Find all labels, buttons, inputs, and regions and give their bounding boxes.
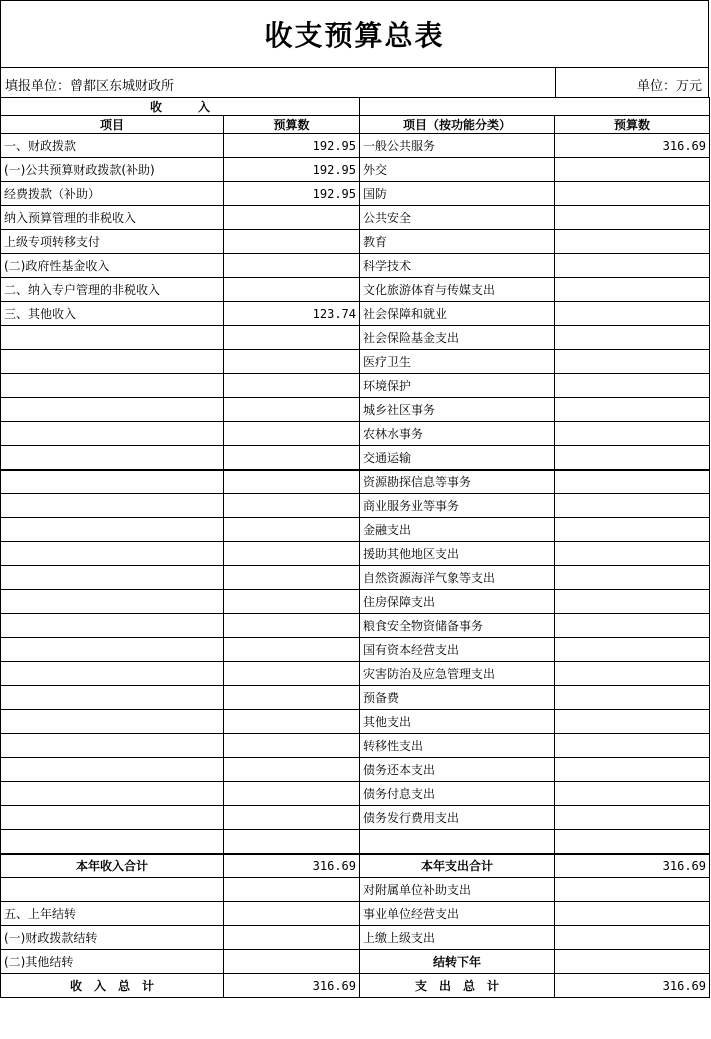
expense-item-cell: 结转下年 [360,950,555,974]
expense-item-cell: 债务还本支出 [360,758,555,782]
expense-item-cell: 环境保护 [360,374,555,398]
table-row [1,830,710,854]
expense-item-cell: 社会保障和就业 [360,302,555,326]
table-row [1,182,710,206]
expense-item-cell: 援助其他地区支出 [360,542,555,566]
expense-budget-cell [555,206,710,230]
expense-item-cell: 外交 [360,158,555,182]
expense-item-cell: 公共安全 [360,206,555,230]
table-row [1,734,710,758]
table-row [1,758,710,782]
expense-budget-cell: 316.69 [555,854,710,878]
income-budget-cell: 192.95 [224,134,360,158]
table-row [1,902,710,926]
expense-budget-cell [555,638,710,662]
info-bar [0,68,709,98]
income-budget-cell [224,518,360,542]
expense-item-cell: 商业服务业等事务 [360,494,555,518]
table-row [1,374,710,398]
table-row [1,878,710,902]
income-budget-cell [224,782,360,806]
income-budget-cell [224,326,360,350]
col-header-budget: 预算数 [224,116,360,134]
expense-item-cell: 其他支出 [360,710,555,734]
income-budget-cell [224,350,360,374]
expense-budget-cell [555,782,710,806]
table-row [1,974,710,998]
income-item-cell [1,758,224,782]
table-row [1,590,710,614]
expense-item-cell: 教育 [360,230,555,254]
income-budget-cell [224,926,360,950]
table-row [1,326,710,350]
income-item-cell: 上级专项转移支付 [1,230,224,254]
expense-budget-cell [555,902,710,926]
expense-budget-cell [555,710,710,734]
income-item-cell [1,638,224,662]
expense-budget-cell [555,878,710,902]
income-item-cell [1,542,224,566]
income-item-cell [1,470,224,494]
table-row [1,278,710,302]
table-row [1,662,710,686]
table-row [1,806,710,830]
expense-budget-cell [555,806,710,830]
expense-item-cell: 金融支出 [360,518,555,542]
expense-item-cell: 对附属单位补助支出 [360,878,555,902]
table-row [1,926,710,950]
expense-item-cell: 国防 [360,182,555,206]
expense-budget-cell [555,518,710,542]
income-item-cell [1,830,224,854]
expense-budget-cell [555,422,710,446]
expense-budget-cell [555,734,710,758]
expense-budget-cell [555,182,710,206]
income-item-cell [1,350,224,374]
expense-budget-cell [555,950,710,974]
income-budget-cell [224,710,360,734]
table-row [1,470,710,494]
table-row [1,206,710,230]
expense-item-cell: 支 出 总 计 [360,974,555,998]
income-budget-cell [224,254,360,278]
expense-item-cell: 一般公共服务 [360,134,555,158]
expense-budget-cell [555,542,710,566]
expense-item-cell: 资源勘探信息等事务 [360,470,555,494]
expense-budget-cell [555,590,710,614]
table-row [1,158,710,182]
income-budget-cell [224,470,360,494]
income-budget-cell: 316.69 [224,974,360,998]
expense-item-cell: 转移性支出 [360,734,555,758]
expense-budget-cell [555,470,710,494]
income-budget-cell [224,662,360,686]
table-row [1,422,710,446]
income-item-cell [1,710,224,734]
income-item-cell [1,878,224,902]
income-budget-cell [224,206,360,230]
income-budget-cell [224,830,360,854]
col-header-func-budget: 预算数 [555,116,710,134]
income-item-cell [1,518,224,542]
table-row [1,854,710,878]
income-budget-cell: 123.74 [224,302,360,326]
income-budget-cell: 192.95 [224,158,360,182]
income-budget-cell: 192.95 [224,182,360,206]
reporting-unit: 填报单位：曾都区东城财政所 [5,79,175,94]
expense-item-cell [360,830,555,854]
income-budget-cell: 316.69 [224,854,360,878]
expense-budget-cell [555,158,710,182]
income-item-cell: 三、其他收入 [1,302,224,326]
income-item-cell [1,374,224,398]
income-item-cell: (一)财政拨款结转 [1,926,224,950]
table-row [1,230,710,254]
budget-table [0,97,710,998]
income-item-cell: 一、财政拨款 [1,134,224,158]
income-budget-cell [224,734,360,758]
expense-budget-cell [555,398,710,422]
col-header-func-item: 项目（按功能分类） [360,116,555,134]
income-budget-cell [224,638,360,662]
expense-budget-cell [555,254,710,278]
expense-budget-cell [555,326,710,350]
income-item-cell [1,398,224,422]
expense-item-cell: 债务付息支出 [360,782,555,806]
expense-budget-cell [555,374,710,398]
table-row [1,950,710,974]
income-item-cell [1,422,224,446]
income-budget-cell [224,422,360,446]
income-budget-cell [224,878,360,902]
income-item-cell: 纳入预算管理的非税收入 [1,206,224,230]
table-row [1,494,710,518]
table-row [1,542,710,566]
income-budget-cell [224,590,360,614]
expense-budget-cell: 316.69 [555,974,710,998]
income-item-cell [1,734,224,758]
income-item-cell [1,494,224,518]
expense-budget-cell [555,230,710,254]
expense-budget-cell [555,686,710,710]
expense-budget-cell [555,446,710,470]
expense-budget-cell [555,662,710,686]
expense-budget-cell [555,926,710,950]
expense-item-cell: 债务发行费用支出 [360,806,555,830]
expense-item-cell: 医疗卫生 [360,350,555,374]
table-row [1,254,710,278]
table-row [1,566,710,590]
expense-item-cell: 预备费 [360,686,555,710]
expense-item-cell: 城乡社区事务 [360,398,555,422]
income-budget-cell [224,902,360,926]
income-item-cell: (二)政府性基金收入 [1,254,224,278]
currency-unit: 单位：万元 [636,79,702,94]
expense-budget-cell [555,758,710,782]
income-item-cell: 本年收入合计 [1,854,224,878]
income-budget-cell [224,950,360,974]
income-item-cell [1,782,224,806]
expense-budget-cell [555,350,710,374]
income-budget-cell [224,230,360,254]
table-row [1,398,710,422]
expense-item-cell: 事业单位经营支出 [360,902,555,926]
expense-item-cell: 文化旅游体育与传媒支出 [360,278,555,302]
income-item-cell [1,686,224,710]
income-budget-cell [224,686,360,710]
income-budget-cell [224,614,360,638]
table-row [1,638,710,662]
income-item-cell [1,614,224,638]
income-item-cell: 五、上年结转 [1,902,224,926]
expense-item-cell: 科学技术 [360,254,555,278]
income-group-header: 收 入 [1,98,360,116]
income-item-cell [1,326,224,350]
expense-item-cell: 本年支出合计 [360,854,555,878]
table-row [1,782,710,806]
table-row [1,446,710,470]
income-item-cell: 二、纳入专户管理的非税收入 [1,278,224,302]
income-budget-cell [224,566,360,590]
income-budget-cell [224,806,360,830]
expense-group-header [360,98,710,116]
expense-item-cell: 粮食安全物资储备事务 [360,614,555,638]
income-budget-cell [224,446,360,470]
expense-budget-cell [555,566,710,590]
income-budget-cell [224,374,360,398]
table-row [1,614,710,638]
income-item-cell [1,806,224,830]
table-row [1,134,710,158]
income-budget-cell [224,494,360,518]
table-row [1,710,710,734]
income-item-cell: (二)其他结转 [1,950,224,974]
expense-budget-cell: 316.69 [555,134,710,158]
expense-item-cell: 国有资本经营支出 [360,638,555,662]
col-header-item: 项目 [1,116,224,134]
expense-item-cell: 农林水事务 [360,422,555,446]
income-item-cell [1,566,224,590]
table-row [1,302,710,326]
expense-budget-cell [555,614,710,638]
expense-budget-cell [555,830,710,854]
expense-item-cell: 上缴上级支出 [360,926,555,950]
info-divider [555,68,556,98]
income-budget-cell [224,758,360,782]
table-row [1,518,710,542]
header-column-row [1,116,710,134]
income-budget-cell [224,542,360,566]
income-budget-cell [224,278,360,302]
page-title: 收支预算总表 [0,0,709,68]
income-item-cell: 经费拨款（补助） [1,182,224,206]
expense-item-cell: 交通运输 [360,446,555,470]
expense-budget-cell [555,494,710,518]
expense-item-cell: 灾害防治及应急管理支出 [360,662,555,686]
table-row [1,686,710,710]
table-row [1,350,710,374]
expense-budget-cell [555,278,710,302]
income-item-cell [1,446,224,470]
expense-budget-cell [555,302,710,326]
expense-item-cell: 住房保障支出 [360,590,555,614]
income-budget-cell [224,398,360,422]
header-group-row [1,98,710,116]
income-item-cell [1,662,224,686]
income-item-cell [1,590,224,614]
expense-item-cell: 自然资源海洋气象等支出 [360,566,555,590]
income-item-cell: 收 入 总 计 [1,974,224,998]
income-item-cell: (一)公共预算财政拨款(补助) [1,158,224,182]
expense-item-cell: 社会保险基金支出 [360,326,555,350]
